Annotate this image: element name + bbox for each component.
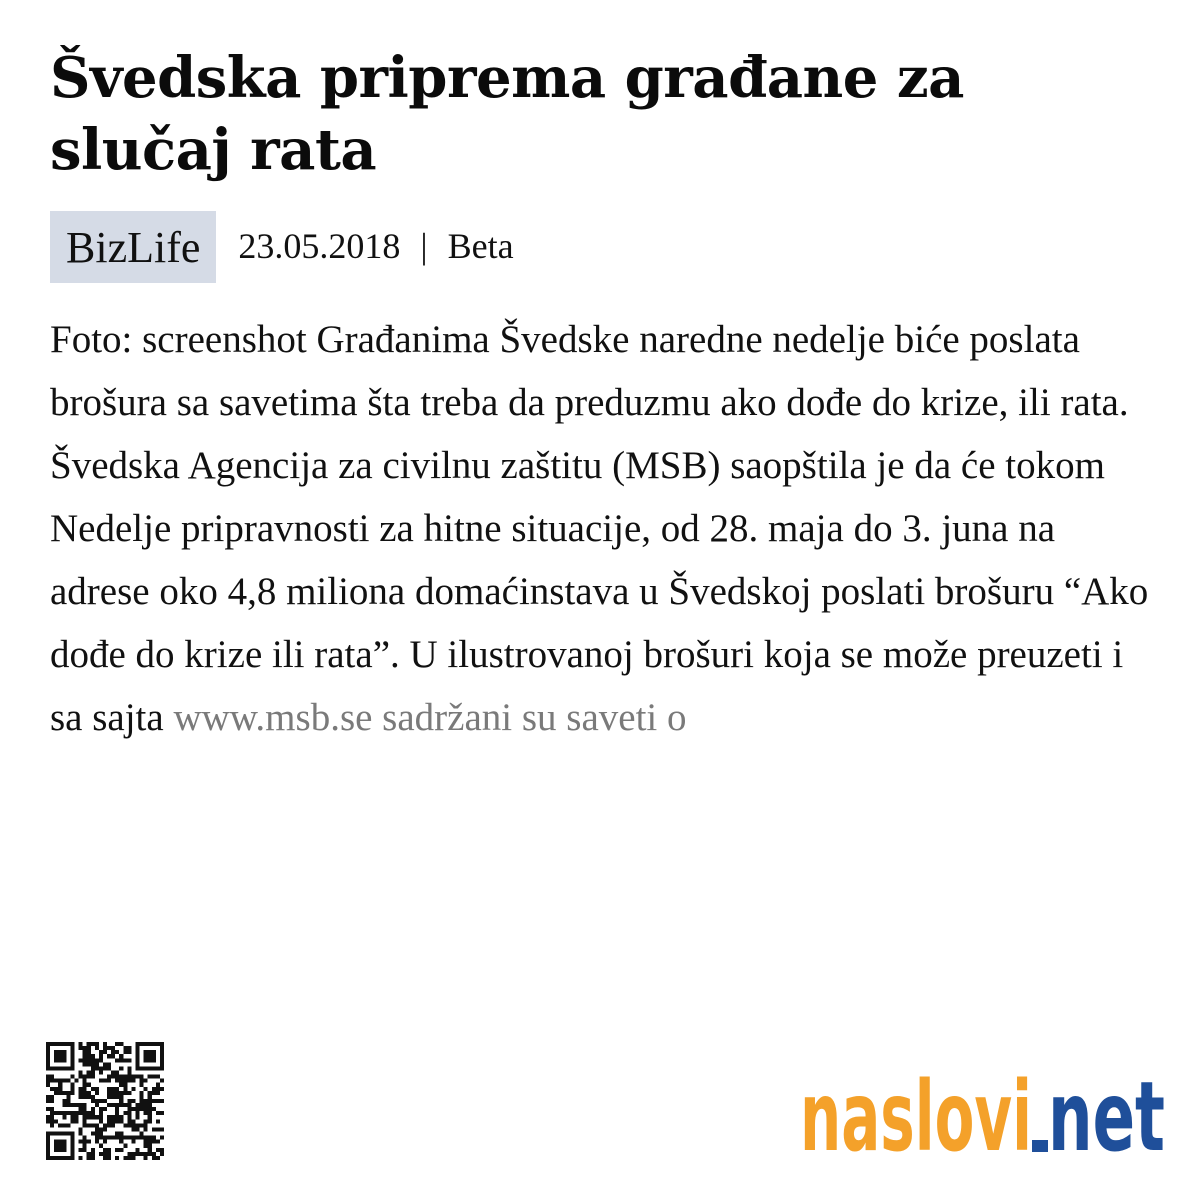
meta-text	[238, 225, 513, 267]
svg-text:net: net	[1048, 1068, 1165, 1163]
publish-date: 23.05.2018	[238, 226, 401, 266]
source-badge[interactable]: BizLife	[50, 211, 216, 283]
article-body	[50, 308, 1160, 749]
svg-text:naslovi: naslovi	[800, 1068, 1032, 1163]
qr-code-icon	[46, 1040, 164, 1162]
article-body-faded: www.msb.se sadržani su saveti o	[173, 696, 687, 739]
article-title: Švedska priprema građane za slučaj rata	[50, 45, 964, 183]
news-agency: Beta	[447, 226, 514, 266]
article-body-text: Foto: screenshot Građanima Švedske naredne nedelje biće poslata brošura sa savetima šta treba da preduzmu ako dođe do krize, ili rata. Švedska Agencija za civilnu zaštitu (MSB) saopštila je da će tokom Nedelje pripravnosti za hitne situacije, od 28. maja do 3. juna na adrese oko 4,8 miliona domaćinstava u Švedskoj poslati brošuru “Ako dođe do krize ili rata”. U ilustrovanoj brošuri koja se može preuzeti i sa sajta	[50, 318, 1149, 739]
article-meta	[50, 211, 514, 283]
meta-separator: |	[420, 226, 428, 266]
naslovi-net-logo[interactable]	[800, 1068, 1165, 1163]
